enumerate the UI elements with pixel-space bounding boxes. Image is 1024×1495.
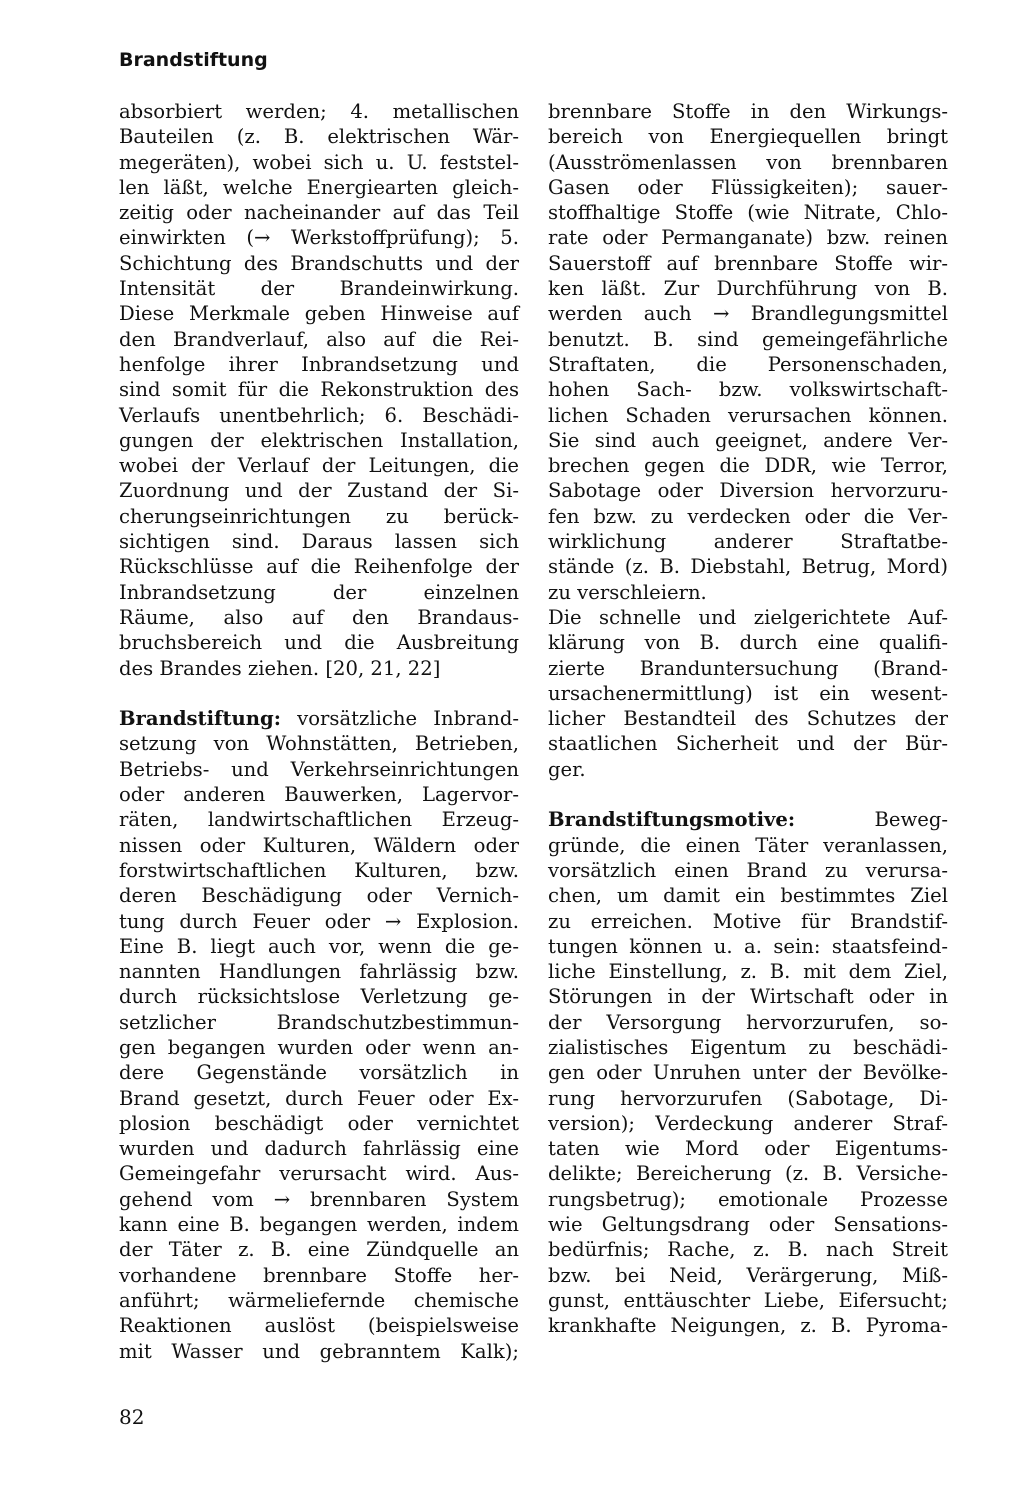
line-text: krankhafte Neigungen, z. B. Pyroma- <box>548 1314 948 1338</box>
text-line <box>548 909 948 934</box>
line-text: nannten Handlungen fahrlässig bzw. <box>119 960 519 984</box>
paragraph-gap <box>548 782 948 807</box>
text-line <box>548 1263 948 1288</box>
text-line <box>548 1288 948 1313</box>
line-text: megeräten), wobei sich u. U. feststel- <box>119 150 519 174</box>
line-text: zierte Branduntersuchung (Brand- <box>548 656 948 680</box>
text-line <box>119 225 519 250</box>
line-text: klärung von B. durch eine qualifi- <box>548 631 948 655</box>
line-text: gen begangen wurden oder wenn an- <box>119 1035 519 1059</box>
text-line <box>548 706 948 731</box>
line-text: bruchsbereich und die Ausbreitung <box>119 631 519 655</box>
line-text: liche Einstellung, z. B. mit dem Ziel, <box>548 960 948 984</box>
line-text: bzw. bei Neid, Verärgerung, Miß- <box>548 1263 948 1287</box>
text-line <box>548 1237 948 1262</box>
text-line <box>119 883 519 908</box>
line-text: mit Wasser und gebranntem Kalk); <box>119 1339 519 1363</box>
text-line <box>548 681 948 706</box>
text-line <box>548 175 948 200</box>
line-text: chen, um damit ein bestimmtes Ziel <box>548 884 948 908</box>
entry-term: Brandstiftung: <box>119 707 281 731</box>
line-text: kann eine B. begangen werden, indem <box>119 1213 519 1237</box>
text-line <box>548 504 948 529</box>
text-line <box>548 327 948 352</box>
text-line <box>119 757 519 782</box>
text-line <box>548 428 948 453</box>
text-line <box>119 1111 519 1136</box>
line-text: plosion beschädigt oder vernichtet <box>119 1111 519 1135</box>
text-line <box>119 504 519 529</box>
text-line <box>119 175 519 200</box>
text-line <box>119 124 519 149</box>
line-text: rungsbetrug); emotionale Prozesse <box>548 1187 948 1211</box>
line-text: Gemeingefahr verursacht wird. Aus- <box>119 1162 519 1186</box>
text-line <box>119 428 519 453</box>
text-line <box>548 1010 948 1035</box>
text-line <box>119 352 519 377</box>
text-line <box>548 1086 948 1111</box>
line-text: wirklichung anderer Straftatbe- <box>548 530 948 554</box>
line-text: anführt; wärmeliefernde chemische <box>119 1288 519 1312</box>
line-text: setzung von Wohnstätten, Betrieben, <box>119 732 519 756</box>
text-line <box>548 478 948 503</box>
text-line <box>119 656 519 681</box>
line-text: Brand gesetzt, durch Feuer oder Ex- <box>119 1086 519 1110</box>
text-line <box>119 1187 519 1212</box>
line-text: Schichtung des Brandschutts und der <box>119 251 519 275</box>
running-head: Brandstiftung <box>119 49 268 71</box>
text-line <box>119 909 519 934</box>
text-line <box>119 200 519 225</box>
text-line <box>119 150 519 175</box>
text-line <box>119 1086 519 1111</box>
line-text: cherungseinrichtungen zu berück- <box>119 504 519 528</box>
line-text: zu erreichen. Motive für Brandstif- <box>548 909 948 933</box>
text-line <box>119 833 519 858</box>
text-line <box>119 1237 519 1262</box>
text-line <box>119 580 519 605</box>
line-text: Diese Merkmale geben Hinweise auf <box>119 302 519 326</box>
text-line <box>548 858 948 883</box>
line-text: taten wie Mord oder Eigentums- <box>548 1137 948 1161</box>
text-line <box>119 731 519 756</box>
line-text: gunst, enttäuschter Liebe, Eifersucht; <box>548 1288 948 1312</box>
line-text: lichen Schaden verursachen können. <box>548 403 948 427</box>
line-text: fen bzw. zu verdecken oder die Ver- <box>548 504 948 528</box>
text-line <box>548 1035 948 1060</box>
text-line <box>548 200 948 225</box>
line-text: sichtigen sind. Daraus lassen sich <box>119 530 519 554</box>
line-text: den Brandverlauf, also auf die Rei- <box>119 327 519 351</box>
text-line <box>548 1161 948 1186</box>
line-text: (Ausströmenlassen von brennbaren <box>548 150 948 174</box>
line-text: ken läßt. Zur Durchführung von B. <box>548 277 948 301</box>
line-text: tungen können u. a. sein: staatsfeind- <box>548 934 948 958</box>
line-text: wie Geltungsdrang oder Sensations- <box>548 1213 948 1237</box>
text-line <box>548 883 948 908</box>
left-column <box>119 99 519 1364</box>
line-text: gründe, die einen Täter veranlassen, <box>548 833 948 857</box>
line-text: stände (z. B. Diebstahl, Betrug, Mord) <box>548 555 948 579</box>
line-text: stoffhaltige Stoffe (wie Nitrate, Chlo- <box>548 201 948 225</box>
text-line <box>119 1161 519 1186</box>
line-text: Die schnelle und zielgerichtete Auf- <box>548 605 948 629</box>
line-text: delikte; Bereicherung (z. B. Versiche- <box>548 1162 948 1186</box>
line-text: gehend vom → brennbaren System <box>119 1187 519 1211</box>
text-line <box>548 403 948 428</box>
line-text: forstwirtschaftlichen Kulturen, bzw. <box>119 858 519 882</box>
text-line <box>119 327 519 352</box>
text-line <box>548 757 948 782</box>
line-text: Betriebs- und Verkehrseinrichtungen <box>119 757 519 781</box>
line-text: Straftaten, die Personenschaden, <box>548 352 948 376</box>
text-line <box>119 529 519 554</box>
text-line <box>119 554 519 579</box>
text-line <box>548 807 948 832</box>
line-text: Sabotage oder Diversion hervorzuru- <box>548 479 948 503</box>
text-line <box>119 1035 519 1060</box>
text-line <box>119 959 519 984</box>
line-text: brennbare Stoffe in den Wirkungs- <box>548 100 948 123</box>
line-text: Beweg- <box>795 808 948 832</box>
line-text: Intensität der Brandeinwirkung. <box>119 277 519 301</box>
line-text: version); Verdeckung anderer Straf- <box>548 1111 948 1135</box>
text-line <box>119 1263 519 1288</box>
line-text: bedürfnis; Rache, z. B. nach Streit <box>548 1238 948 1262</box>
text-line <box>548 453 948 478</box>
text-line <box>548 124 948 149</box>
text-line <box>119 1212 519 1237</box>
text-line <box>548 99 948 124</box>
text-line <box>119 377 519 402</box>
line-text: ger. <box>548 757 586 781</box>
text-line <box>548 150 948 175</box>
line-text: oder anderen Bauwerken, Lagervor- <box>119 783 519 807</box>
line-text: gungen der elektrischen Installation, <box>119 428 519 452</box>
line-text: werden auch → Brandlegungsmittel <box>548 302 948 326</box>
line-text: len läßt, welche Energiearten gleich- <box>119 175 519 199</box>
right-column <box>548 99 948 1339</box>
text-line <box>119 1136 519 1161</box>
line-text: nissen oder Kulturen, Wäldern oder <box>119 833 519 857</box>
line-text: staatlichen Sicherheit und der Bür- <box>548 732 948 756</box>
text-line <box>548 301 948 326</box>
line-text: ursachenermittlung) ist ein wesent- <box>548 681 948 705</box>
text-line <box>119 1010 519 1035</box>
line-text: zu verschleiern. <box>548 580 707 604</box>
line-text: Rückschlüsse auf die Reihenfolge der <box>119 555 519 579</box>
line-text: henfolge ihrer Inbrandsetzung und <box>119 352 519 376</box>
text-line <box>548 959 948 984</box>
line-text: rung hervorzurufen (Sabotage, Di- <box>548 1086 948 1110</box>
line-text: durch rücksichtslose Verletzung ge- <box>119 985 519 1009</box>
text-line <box>548 1111 948 1136</box>
line-text: Reaktionen auslöst (beispielsweise <box>119 1314 519 1338</box>
text-line <box>119 1339 519 1364</box>
line-text: Sie sind auch geeignet, andere Ver- <box>548 428 948 452</box>
text-line <box>548 1060 948 1085</box>
line-text: zialistisches Eigentum zu beschädi- <box>548 1035 948 1059</box>
text-line <box>548 377 948 402</box>
text-line <box>119 478 519 503</box>
line-text: bereich von Energiequellen bringt <box>548 125 948 149</box>
text-line <box>548 1136 948 1161</box>
text-line <box>119 858 519 883</box>
line-text: der Versorgung hervorzurufen, so- <box>548 1010 948 1034</box>
text-line <box>548 934 948 959</box>
line-text: absorbiert werden; 4. metallischen <box>119 100 519 123</box>
line-text: Inbrandsetzung der einzelnen <box>119 580 519 604</box>
text-line <box>548 580 948 605</box>
text-line <box>119 251 519 276</box>
line-text: Störungen in der Wirtschaft oder in <box>548 985 948 1009</box>
line-text: wobei der Verlauf der Leitungen, die <box>119 454 519 478</box>
text-line <box>548 1313 948 1338</box>
text-line <box>548 554 948 579</box>
line-text: tung durch Feuer oder → Explosion. <box>119 909 519 933</box>
text-line <box>119 807 519 832</box>
text-line <box>548 1187 948 1212</box>
line-text: gen oder Unruhen unter der Bevölke- <box>548 1061 948 1085</box>
line-text: hohen Sach- bzw. volkswirtschaft- <box>548 378 948 402</box>
line-text: vorsätzliche Inbrand- <box>280 707 519 731</box>
text-line <box>119 1060 519 1085</box>
text-line <box>548 225 948 250</box>
text-line <box>119 630 519 655</box>
text-line <box>548 1212 948 1237</box>
line-text: deren Beschädigung oder Vernich- <box>119 884 519 908</box>
line-text: benutzt. B. sind gemeingefährliche <box>548 327 948 351</box>
line-text: licher Bestandteil des Schutzes der <box>548 707 948 731</box>
text-line <box>548 630 948 655</box>
page-number: 82 <box>119 1405 145 1429</box>
text-line <box>548 731 948 756</box>
entry-term: Brandstiftungsmotive: <box>548 808 796 832</box>
line-text: Eine B. liegt auch vor, wenn die ge- <box>119 934 519 958</box>
line-text: sind somit für die Rekonstruktion des <box>119 378 519 402</box>
text-line <box>119 1288 519 1313</box>
text-line <box>119 934 519 959</box>
text-line <box>548 529 948 554</box>
text-line <box>119 706 519 731</box>
text-line <box>548 833 948 858</box>
text-line <box>548 352 948 377</box>
line-text: Gasen oder Flüssigkeiten); sauer- <box>548 175 948 199</box>
line-text: wurden und dadurch fahrlässig eine <box>119 1137 519 1161</box>
line-text: Räume, also auf den Brandaus- <box>119 605 519 629</box>
line-text: Bauteilen (z. B. elektrischen Wär- <box>119 125 519 149</box>
text-line <box>119 782 519 807</box>
paragraph-gap <box>119 681 519 706</box>
text-line <box>119 605 519 630</box>
line-text: vorhandene brennbare Stoffe her- <box>119 1263 519 1287</box>
text-line <box>548 251 948 276</box>
line-text: Verlaufs unentbehrlich; 6. Beschädi- <box>119 403 519 427</box>
text-line <box>119 276 519 301</box>
text-line <box>119 403 519 428</box>
line-text: vorsätzlich einen Brand zu verursa- <box>548 858 948 882</box>
line-text: Zuordnung und der Zustand der Si- <box>119 479 519 503</box>
line-text: des Brandes ziehen. [20, 21, 22] <box>119 656 441 680</box>
text-line <box>119 99 519 124</box>
line-text: brechen gegen die DDR, wie Terror, <box>548 454 948 478</box>
line-text: zeitig oder nacheinander auf das Teil <box>119 201 519 225</box>
text-line <box>548 984 948 1009</box>
line-text: rate oder Permanganate) bzw. reinen <box>548 226 948 250</box>
line-text: der Täter z. B. eine Zündquelle an <box>119 1238 519 1262</box>
line-text: dere Gegenstände vorsätzlich in <box>119 1061 519 1085</box>
line-text: einwirkten (→ Werkstoffprüfung); 5. <box>119 226 519 250</box>
text-line <box>119 453 519 478</box>
line-text: Sauerstoff auf brennbare Stoffe wir- <box>548 251 948 275</box>
line-text: setzlicher Brandschutzbestimmun- <box>119 1010 519 1034</box>
text-line <box>119 1313 519 1338</box>
line-text: räten, landwirtschaftlichen Erzeug- <box>119 808 519 832</box>
text-line <box>548 656 948 681</box>
text-line <box>548 276 948 301</box>
text-line <box>548 605 948 630</box>
text-line <box>119 984 519 1009</box>
text-line <box>119 301 519 326</box>
